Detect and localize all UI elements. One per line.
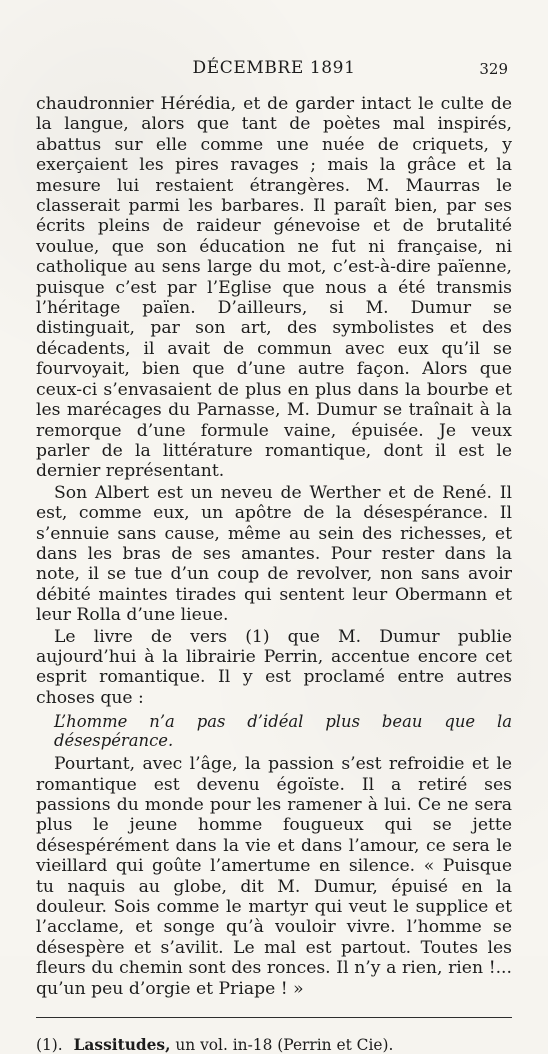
running-head [36, 58, 512, 86]
paragraph-2: Son Albert est un neveu de Werther et de René. Il est, comme eux, un apôtre de la désespérance. Il s’ennuie sans cause, même au sein des richesses, et dans les bras de ses amantes. Pour rester dans la note, il se tue d’un coup de revolver, non sans avoir débité maintes tirades qui sentent leur Obermann et leur Rolla d’une lieue. [36, 482, 512, 626]
footnote-rule [36, 1017, 512, 1018]
footnote-marker: (1). [36, 1036, 63, 1054]
footnote-text: un vol. in-18 (Perrin et Cie). [175, 1036, 394, 1054]
body-text [36, 94, 512, 999]
page-number: 329 [479, 60, 508, 78]
running-title: DÉCEMBRE 1891 [192, 58, 356, 78]
paragraph-4: Pourtant, avec l’âge, la passion s’est refroidie et le romantique est devenu égoïste. Il a retiré ses passions du monde pour les ramener à lui. Ce ne sera plus le jeune homme fougueux qui se jette désespérément dans la vie et dans l’amour, ce sera le vieillard qui goûte l’amertume en silence. « Puisque tu naquis au globe, dit M. Dumur, épuisé en la douleur. Sois comme le martyr qui veut le supplice et l’acclame, et songe qu’à vouloir vivre. l’homme se désespère et s’avilit. Le mal est partout. Toutes les fleurs du chemin sont des ronces. Il n’y a rien, rien !... qu’un peu d’orgie et Priape ! » [36, 754, 512, 999]
footnote-book-title: Lassitudes, [73, 1036, 171, 1054]
paragraph-3: Le livre de vers (1) que M. Dumur publie aujourd’hui à la librairie Perrin, accentue encore cet esprit romantique. Il y est proclamé entre autres choses que : [36, 626, 512, 708]
quoted-line: L’homme n’a pas d’idéal plus beau que la désespérance. [54, 712, 512, 751]
footnote [36, 1036, 512, 1054]
paragraph-1: chaudronnier Hérédia, et de garder intact le culte de la langue, alors que tant de poètes mal inspirés, abattus sur elle comme une nuée de criquets, y exerçaient les pires ravages ; mais la grâce et la mesure lui restaient étrangères. M. Maurras le classerait parmi les barbares. Il paraît bien, par ses écrits pleins de raideur génevoise et de brutalité voulue, que son éducation ne fut ni française, ni catholique au sens large du mot, c’est-à-dire païenne, puisque c’est par l’Eglise que nous a été transmis l’héritage païen. D’ailleurs, si M. Dumur se distinguait, par son art, des symbolistes et des décadents, il avait de commun avec eux qu’il se fourvoyait, bien que d’une autre façon. Alors que ceux-ci s’envasaient de plus en plus dans la bourbe et les marécages du Parnasse, M. Dumur se traînait à la remorque d’une formule vaine, épuisée. Je veux parler de la littérature romantique, dont il est le dernier représentant. [36, 94, 512, 482]
